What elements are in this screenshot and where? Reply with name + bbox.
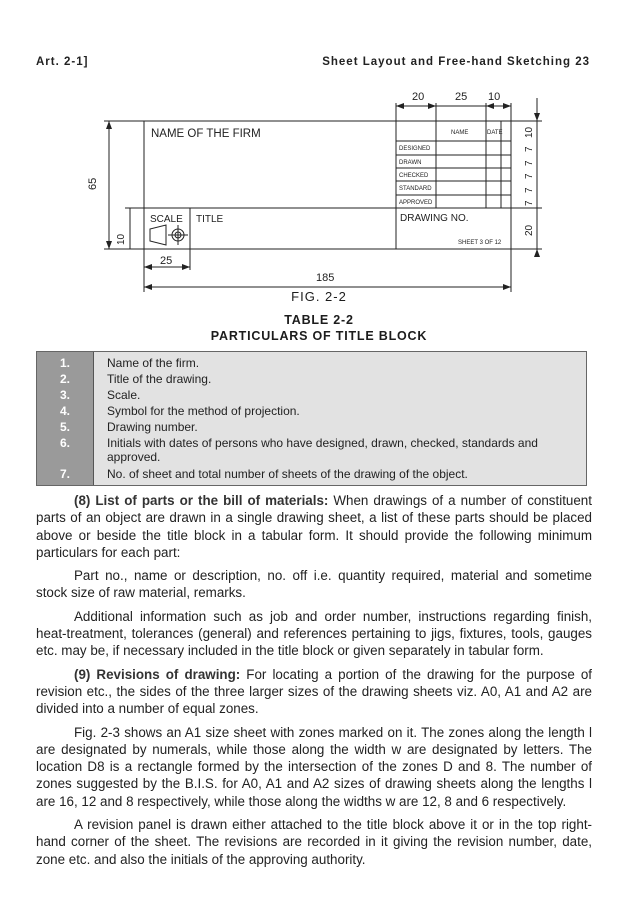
row-text: Title of the drawing.: [107, 372, 212, 386]
paragraph-text: For locating a portion of the drawing for the purpose of revision etc., the sides of the three larger sizes of the drawing sheets viz. A0, A1 and A2 are divided into a number of equal zones.: [36, 666, 592, 717]
row-text: Scale.: [107, 388, 141, 402]
label-standard: STANDARD: [399, 186, 432, 192]
paragraph-revisions: [36, 666, 592, 718]
paragraph-revision-panel: [36, 816, 592, 868]
table-title-block: [0, 312, 638, 344]
row-number: 4.: [59, 404, 70, 418]
label-scale: SCALE: [150, 214, 183, 225]
figure-caption: FIG. 2-2: [291, 289, 347, 304]
dim-10-right: 10: [524, 126, 535, 138]
dim-7-c: 7: [524, 173, 535, 179]
label-designed: DESIGNED: [399, 146, 431, 152]
dim-20-right: 20: [524, 224, 535, 236]
dim-7-d: 7: [524, 187, 535, 193]
row-number: 7.: [59, 467, 70, 481]
paragraph-part-details: [36, 567, 592, 602]
title-block-outline: [144, 121, 511, 249]
paragraph-text: When drawings of a number of constituent parts of an object are drawn in a single drawing sheet, a list of these parts should be placed above or beside the title block in a tabular form. It should provide the following minimum particulars for each part:: [36, 493, 592, 560]
paragraph-zones: [36, 724, 592, 810]
table-title: TABLE 2-2: [284, 313, 354, 327]
title-block-figure: [0, 0, 638, 300]
heading-revisions: (9) Revisions of drawing:: [74, 666, 241, 682]
row-text: Initials with dates of persons who have designed, drawn, checked, standards and approved.: [107, 436, 538, 464]
row-number: 5.: [59, 420, 70, 434]
row-text: Drawing number.: [107, 420, 198, 434]
label-drawing-no: DRAWING NO.: [400, 213, 469, 224]
row-number: 6.: [59, 436, 70, 450]
running-header-right: Sheet Layout and Free-hand Sketching 23: [322, 56, 590, 68]
row-text: No. of sheet and total number of sheets of the drawing of the object.: [107, 467, 468, 481]
label-approved: APPROVED: [399, 200, 433, 206]
label-drawn: DRAWN: [399, 160, 422, 166]
dim-25-bottom: 25: [160, 255, 173, 267]
paragraph-additional-info: [36, 608, 592, 660]
paragraph-text: Fig. 2-3 shows an A1 size sheet with zones marked on it. The zones along the length l are designated by numerals, while those along the width w are designated by letters. The location D8 is a rectangle formed by the intersection of the zones D and 8. The number of zones suggested by the B.I.S. for A0, A1 and A2 sizes of drawing sheets along the lengths l are 16, 12 and 8 respectively, while those along the widths w are 12, 8 and 6 respectively.: [36, 724, 592, 809]
body-text: [36, 492, 592, 874]
paragraph-text: Part no., name or description, no. off i.e. quantity required, material and sometime stock size of raw material, remarks.: [36, 568, 592, 601]
heading-parts-list: (8) List of parts or the bill of materials:: [74, 493, 329, 508]
particulars-table: [36, 351, 587, 486]
paragraph-parts-list: [36, 492, 592, 561]
label-name-firm: NAME OF THE FIRM: [151, 128, 261, 140]
paragraph-text: Additional information such as job and order number, instructions regarding finish, heat-treatment, tolerances (general) and references pertaining to jigs, fixtures, tools, gauges etc. may be, if necessary included in the title block or given separately in tabular form.: [36, 608, 592, 659]
dim-20: 20: [412, 91, 425, 103]
paragraph-text: A revision panel is drawn either attached to the title block above it or in the top right-hand corner of the sheet. The revisions are recorded in it giving the revision number, date, zone etc. and also the initials of the approving authority.: [36, 817, 592, 867]
label-checked: CHECKED: [399, 173, 429, 179]
running-header-left: Art. 2-1]: [36, 56, 89, 68]
dim-7-e: 7: [524, 200, 535, 206]
row-text: Name of the firm.: [107, 356, 200, 370]
label-sheet: SHEET 3 OF 12: [458, 240, 502, 246]
row-number: 3.: [59, 388, 70, 402]
label-title: TITLE: [196, 214, 224, 225]
dim-185: 185: [316, 272, 335, 284]
dim-65: 65: [87, 177, 99, 190]
dim-10: 10: [488, 91, 501, 103]
dim-10-left: 10: [116, 233, 127, 245]
label-name: NAME: [451, 130, 469, 136]
label-date: DATE: [487, 130, 503, 136]
dim-7-b: 7: [524, 160, 535, 166]
row-number: 1.: [59, 356, 70, 370]
table-subtitle: PARTICULARS OF TITLE BLOCK: [210, 329, 428, 343]
row-text: Symbol for the method of projection.: [107, 404, 300, 418]
dim-7-a: 7: [524, 146, 535, 152]
dim-25: 25: [455, 91, 468, 103]
row-number: 2.: [59, 372, 70, 386]
projection-cone-icon: [150, 225, 166, 245]
